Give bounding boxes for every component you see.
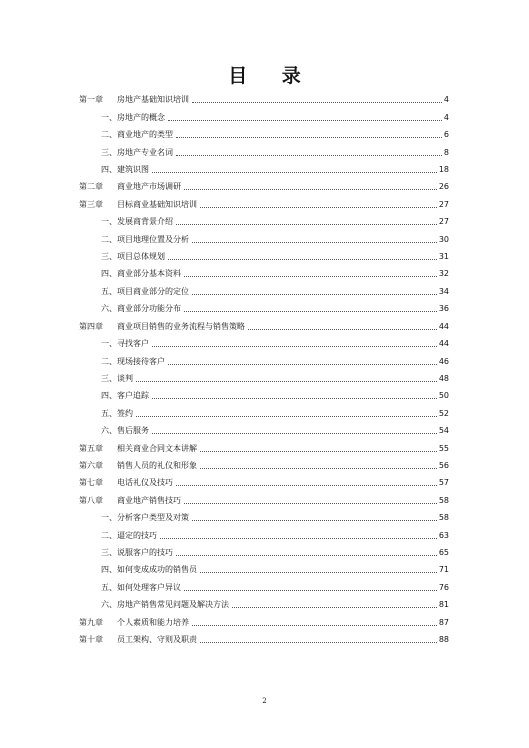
toc-page-number: 27 [438,217,449,227]
toc-dot-leader [136,415,437,417]
toc-entry-label: 个人素质和能力培养 [117,617,189,627]
toc-page-number: 44 [438,339,449,349]
toc-entry-label: 二、逼定的技巧 [101,530,157,540]
toc-section-entry[interactable] [79,279,449,296]
toc-dot-leader [192,519,437,521]
toc-dot-leader [232,606,437,608]
toc-entry-label: 销售人员的礼仪和形象 [117,460,197,470]
toc-title: 目 录 [228,65,315,87]
toc-chapter-entry[interactable] [79,628,449,645]
toc-page-number: 65 [438,547,449,557]
toc-dot-leader [192,293,437,295]
toc-entry-label: 一、发展商背景介绍 [101,217,173,227]
toc-section-entry[interactable] [79,506,449,523]
toc-dot-leader [200,571,437,573]
toc-chapter-entry[interactable] [79,471,449,488]
toc-entry-label: 员工架构、守则及职责 [117,635,197,644]
toc-chapter-entry[interactable] [79,488,449,505]
toc-chapter-number: 第五章 [79,443,103,453]
toc-page-number: 27 [438,199,449,209]
page-number: 2 [262,697,267,705]
toc-page-number: 87 [438,617,449,627]
toc-chapter-entry[interactable] [79,436,449,453]
toc-page-number: 50 [438,391,449,401]
toc-section-entry[interactable] [79,332,449,349]
toc-entry-label: 一、分析客户类型及对策 [101,513,189,523]
toc-entry-label: 商业地产销售技巧 [117,495,181,505]
toc-dot-leader [184,275,437,277]
toc-page-number: 36 [438,304,449,314]
toc-entry-label: 三、房地产专业名词 [101,147,173,157]
toc-entry-label: 目标商业基础知识培训 [117,199,197,209]
toc-entry-label: 二、项目地理位置及分析 [101,234,189,244]
toc-entry-label: 二、现场接待客户 [101,356,165,366]
toc-chapter-entry[interactable] [79,454,449,471]
toc-dot-leader [200,206,437,208]
toc-dot-leader [168,119,442,121]
toc-dot-leader [168,363,437,365]
toc-section-entry[interactable] [79,541,449,558]
toc-section-entry[interactable] [79,575,449,592]
toc-section-entry[interactable] [79,558,449,575]
toc-page-number: 55 [438,443,449,453]
toc-page-number: 18 [438,165,449,175]
toc-chapter-entry[interactable] [79,175,449,192]
toc-section-entry[interactable] [79,262,449,279]
toc-section-entry[interactable] [79,105,449,122]
toc-dot-leader [192,241,437,243]
toc-entry-label: 商业地产市场调研 [117,182,181,192]
toc-entry-label: 四、商业部分基本资料 [101,269,181,279]
toc-dot-leader [176,154,442,156]
toc-entry-label: 六、房地产销售常见问题及解决方法 [101,600,229,610]
toc-page-number: 58 [438,495,449,505]
toc-dot-leader [176,136,442,138]
toc-entry-label: 三、项目总体规划 [101,252,165,262]
toc-chapter-number: 第二章 [79,182,103,192]
toc-dot-leader [176,223,437,225]
toc-dot-leader [152,432,437,434]
toc-page-number: 4 [443,95,449,105]
toc-dot-leader [160,537,437,539]
toc-chapter-entry[interactable] [79,88,449,105]
toc-page-number: 52 [438,408,449,418]
toc-entry-label: 四、建筑识图 [101,165,149,175]
toc-page-number: 6 [443,130,449,140]
toc-entry-label: 电话礼仪及技巧 [117,478,173,488]
toc-chapter-entry[interactable] [79,610,449,627]
toc-page-number: 4 [443,112,449,122]
toc-chapter-number: 第七章 [79,478,103,488]
toc-page-number: 26 [438,182,449,192]
toc-list [79,88,449,645]
toc-page-number: 63 [438,530,449,540]
toc-entry-label: 一、房地产的概念 [101,112,165,122]
toc-section-entry[interactable] [79,419,449,436]
toc-entry-label: 四、如何变成成功的销售员 [101,565,197,575]
toc-dot-leader [152,345,437,347]
toc-entry-label: 房地产基础知识培训 [117,95,189,105]
toc-chapter-number: 第一章 [79,95,103,105]
toc-page-number: 57 [438,478,449,488]
toc-dot-leader [200,450,437,452]
toc-page-number: 56 [438,460,449,470]
toc-section-entry[interactable] [79,245,449,262]
toc-entry-label: 二、商业地产的类型 [101,130,173,140]
toc-page-number: 81 [438,600,449,610]
toc-section-entry[interactable] [79,523,449,540]
toc-dot-leader [200,641,437,643]
toc-page-number: 30 [438,234,449,244]
toc-page-number: 48 [438,373,449,383]
toc-entry-label: 五、签约 [101,408,133,418]
toc-chapter-number: 第九章 [79,617,103,627]
toc-chapter-number: 第八章 [79,495,103,505]
toc-section-entry[interactable] [79,123,449,140]
toc-section-entry[interactable] [79,210,449,227]
toc-page-number: 44 [438,321,449,331]
toc-entry-label: 四、客户追踪 [101,391,149,401]
toc-page-number: 71 [438,565,449,575]
toc-section-entry[interactable] [79,593,449,610]
toc-page-number: 76 [438,582,449,592]
toc-page-number: 31 [438,252,449,262]
toc-page-number: 8 [443,147,449,157]
toc-page-number: 32 [438,269,449,279]
toc-dot-leader [184,502,437,504]
toc-entry-label: 一、寻找客户 [101,339,149,349]
toc-page-number: 58 [438,513,449,523]
toc-dot-leader [152,397,437,399]
toc-dot-leader [152,171,437,173]
toc-section-entry[interactable] [79,297,449,314]
toc-entry-label: 五、如何处理客户异议 [101,582,181,592]
toc-entry-label: 相关商业合同文本讲解 [117,443,197,453]
toc-section-entry[interactable] [79,384,449,401]
toc-page-number: 54 [438,426,449,436]
toc-chapter-entry[interactable] [79,314,449,331]
toc-section-entry[interactable] [79,140,449,157]
toc-entry-label: 三、说服客户的技巧 [101,547,173,557]
toc-dot-leader [136,380,437,382]
toc-page-number: 34 [438,286,449,296]
toc-dot-leader [184,589,437,591]
toc-entry-label: 商业项目销售的业务流程与销售策略 [117,321,245,331]
toc-section-entry[interactable] [79,349,449,366]
toc-chapter-number: 第十章 [79,635,103,644]
toc-dot-leader [200,467,437,469]
toc-dot-leader [168,258,437,260]
toc-chapter-number: 第三章 [79,199,103,209]
toc-entry-label: 六、售后服务 [101,426,149,436]
toc-dot-leader [248,328,437,330]
toc-dot-leader [184,310,437,312]
toc-entry-label: 三、谈判 [101,373,133,383]
toc-dot-leader [192,624,437,626]
toc-dot-leader [192,101,442,103]
toc-dot-leader [176,554,437,556]
toc-page-number: 46 [438,356,449,366]
toc-section-entry[interactable] [79,158,449,175]
toc-dot-leader [184,188,437,190]
toc-section-entry[interactable] [79,367,449,384]
toc-dot-leader [176,484,437,486]
toc-entry-label: 六、商业部分功能分布 [101,304,181,314]
toc-entry-label: 五、项目商业部分的定位 [101,286,189,296]
toc-section-entry[interactable] [79,401,449,418]
toc-chapter-number: 第六章 [79,460,103,470]
toc-section-entry[interactable] [79,227,449,244]
toc-chapter-entry[interactable] [79,192,449,209]
toc-page-number: 88 [438,635,449,644]
toc-chapter-number: 第四章 [79,321,103,331]
